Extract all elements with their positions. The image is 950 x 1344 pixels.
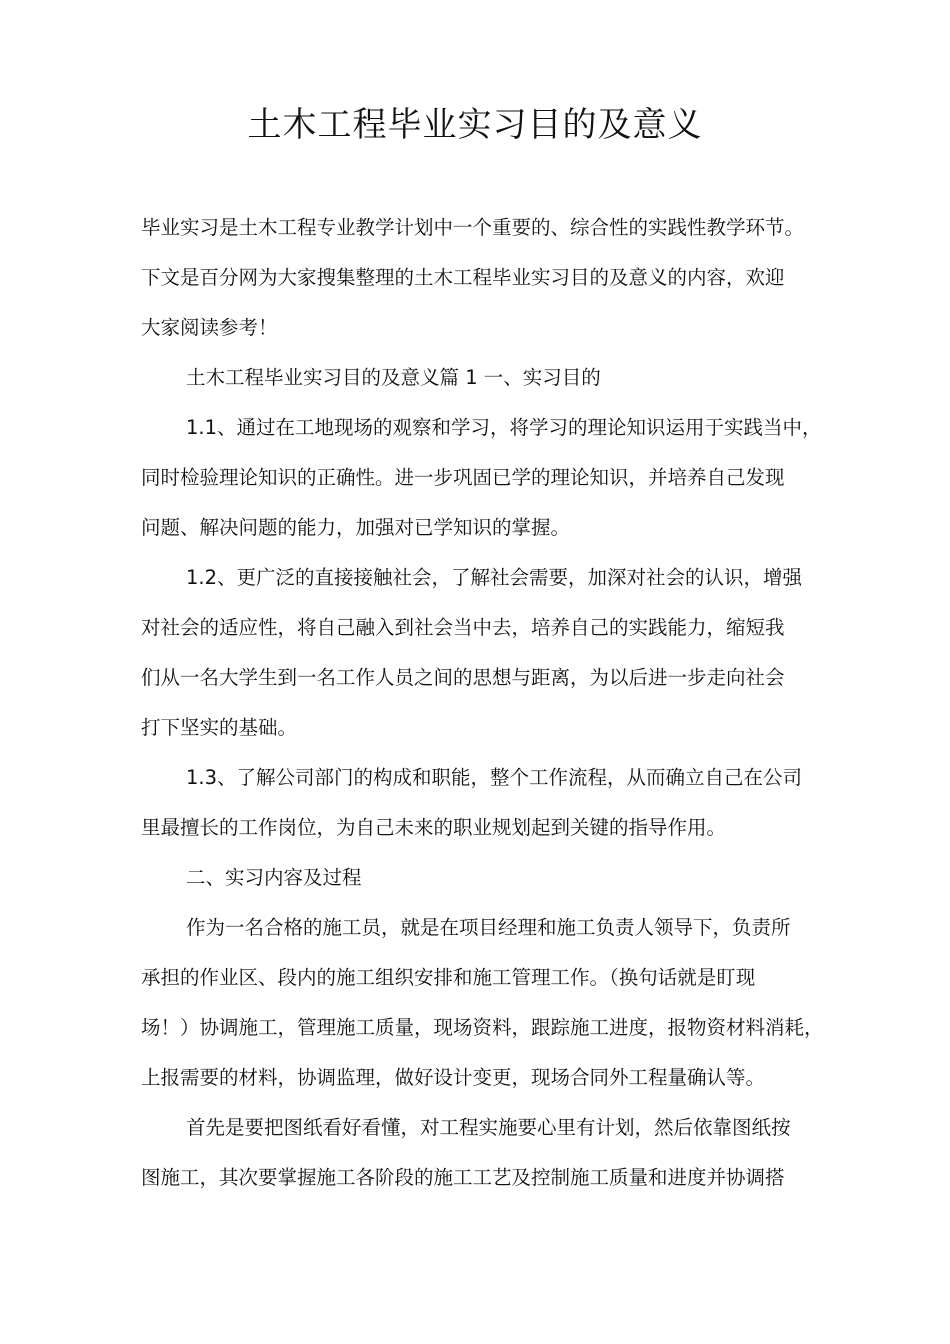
body-line: 1.2、更广泛的直接接触社会，了解社会需要，加深对社会的认识，增强 [186, 566, 803, 589]
body-line: 上报需要的材料，协调监理，做好设计变更，现场合同外工程量确认等。 [141, 1066, 766, 1089]
body-line: 大家阅读参考！ [141, 316, 278, 339]
body-line: 们从一名大学生到一名工作人员之间的思想与距离，为以后进一步走向社会 [141, 666, 785, 689]
body-line: 毕业实习是土木工程专业教学计划中一个重要的、综合性的实践性教学环节。 [141, 216, 805, 239]
body-line: 土木工程毕业实习目的及意义篇 1 一、实习目的 [186, 366, 601, 389]
body-line: 1.3、了解公司部门的构成和职能，整个工作流程，从而确立自己在公司 [186, 766, 803, 789]
body-line: 图施工，其次要掌握施工各阶段的施工工艺及控制施工质量和进度并协调搭 [141, 1166, 785, 1189]
body-line: 承担的作业区、段内的施工组织安排和施工管理工作。（换句话就是盯现 [141, 966, 756, 989]
body-line: 打下坚实的基础。 [141, 716, 298, 739]
body-line: 作为一名合格的施工员，就是在项目经理和施工负责人领导下，负责所 [186, 916, 791, 939]
body-line: 问题、解决问题的能力，加强对已学知识的掌握。 [141, 516, 571, 539]
body-line: 场！）协调施工，管理施工质量，现场资料，跟踪施工进度，报物资材料消耗， [141, 1016, 824, 1039]
body-line: 下文是百分网为大家搜集整理的土木工程毕业实习目的及意义的内容，欢迎 [141, 266, 785, 289]
body-line: 1.1、通过在工地现场的观察和学习，将学习的理论知识运用于实践当中， [186, 416, 822, 439]
body-line: 同时检验理论知识的正确性。进一步巩固已学的理论知识，并培养自己发现 [141, 466, 785, 489]
document-body [141, 203, 824, 1203]
body-line: 二、实习内容及过程 [186, 866, 362, 889]
body-line: 首先是要把图纸看好看懂，对工程实施要心里有计划，然后依靠图纸按 [186, 1116, 791, 1139]
body-line: 里最擅长的工作岗位，为自己未来的职业规划起到关键的指导作用。 [141, 816, 727, 839]
body-line: 对社会的适应性，将自己融入到社会当中去，培养自己的实践能力，缩短我 [141, 616, 785, 639]
document-title: 土木工程毕业实习目的及意义 [247, 105, 703, 145]
